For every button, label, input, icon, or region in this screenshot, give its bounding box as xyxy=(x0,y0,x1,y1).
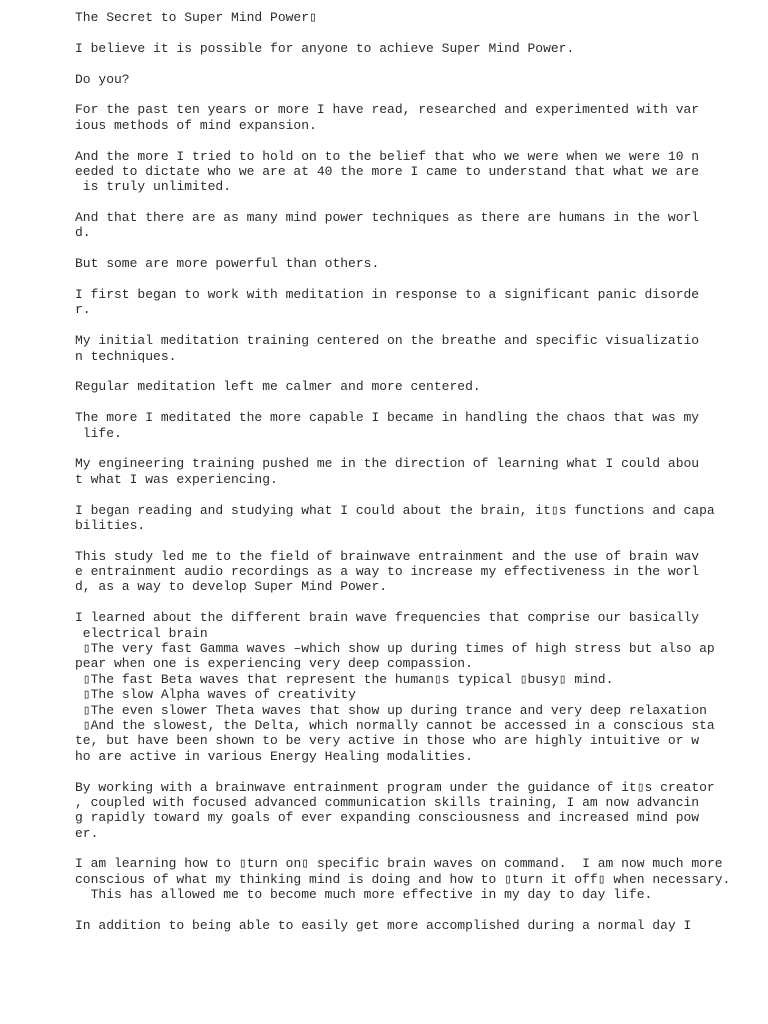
text-line: ious methods of mind expansion. xyxy=(75,117,317,133)
text-line: My initial meditation training centered on the breathe and specific visualizatio xyxy=(75,333,700,349)
text-line: electrical brain xyxy=(75,625,208,641)
paragraph xyxy=(75,102,755,133)
text-line: ▯The even slower Theta waves that show up during trance and very deep relaxation xyxy=(75,702,707,718)
document-page xyxy=(75,10,755,949)
text-line: life. xyxy=(75,425,122,441)
text-line: This has allowed me to become much more effective in my day to day life. xyxy=(75,887,653,903)
paragraph xyxy=(75,610,755,764)
text-line: e entrainment audio recordings as a way to increase my effectiveness in the worl xyxy=(75,564,700,580)
text-line: By working with a brainwave entrainment program under the guidance of it▯s creator xyxy=(75,779,715,795)
document-title xyxy=(75,10,755,25)
text-line: I first began to work with meditation in response to a significant panic disorde xyxy=(75,287,700,303)
paragraph xyxy=(75,210,755,241)
text-line: ▯The fast Beta waves that represent the human▯s typical ▯busy▯ mind. xyxy=(75,671,614,687)
paragraph xyxy=(75,456,755,487)
text-line: bilities. xyxy=(75,517,146,533)
text-line: d. xyxy=(75,225,91,241)
paragraph xyxy=(75,549,755,595)
paragraph xyxy=(75,72,755,87)
paragraph xyxy=(75,149,755,195)
text-line: For the past ten years or more I have read, researched and experimented with var xyxy=(75,102,700,118)
paragraph xyxy=(75,379,755,394)
text-line: ▯And the slowest, the Delta, which normally cannot be accessed in a conscious sta xyxy=(75,717,715,733)
text-line: er. xyxy=(75,825,99,841)
text-line: My engineering training pushed me in the direction of learning what I could abou xyxy=(75,456,700,472)
text-line: Regular meditation left me calmer and more centered. xyxy=(75,379,481,395)
text-line: eeded to dictate who we are at 40 the more I came to understand that what we are xyxy=(75,163,700,179)
text-line: d, as a way to develop Super Mind Power. xyxy=(75,579,388,595)
text-line: I learned about the different brain wave frequencies that comprise our basically xyxy=(75,610,700,626)
text-line: , coupled with focused advanced communication skills training, I am now advancin xyxy=(75,794,700,810)
text-line: I am learning how to ▯turn on▯ specific brain waves on command. I am now much more xyxy=(75,856,723,872)
text-line: t what I was experiencing. xyxy=(75,471,278,487)
text-line: r. xyxy=(75,302,91,318)
text-line: ▯The slow Alpha waves of creativity xyxy=(75,687,356,703)
text-line: conscious of what my thinking mind is doing and how to ▯turn it off▯ when necessary. xyxy=(75,871,731,887)
paragraph xyxy=(75,503,755,534)
paragraph xyxy=(75,918,755,933)
paragraph xyxy=(75,333,755,364)
text-line: n techniques. xyxy=(75,348,177,364)
text-line: is truly unlimited. xyxy=(75,179,232,195)
text-line: g rapidly toward my goals of ever expanding consciousness and increased mind pow xyxy=(75,810,700,826)
text-line: The more I meditated the more capable I became in handling the chaos that was my xyxy=(75,410,700,426)
text-line: And the more I tried to hold on to the belief that who we were when we were 10 n xyxy=(75,148,700,164)
text-line: pear when one is experiencing very deep compassion. xyxy=(75,656,473,672)
text-line: te, but have been shown to be very active in those who are highly intuitive or w xyxy=(75,733,700,749)
text-line: Do you? xyxy=(75,71,130,87)
text-line: ho are active in various Energy Healing modalities. xyxy=(75,748,473,764)
text-line: I began reading and studying what I could about the brain, it▯s functions and capa xyxy=(75,502,715,518)
text-line: And that there are as many mind power techniques as there are humans in the worl xyxy=(75,210,700,226)
paragraph xyxy=(75,410,755,441)
paragraph xyxy=(75,780,755,842)
paragraph xyxy=(75,287,755,318)
paragraph xyxy=(75,856,755,902)
text-line: In addition to being able to easily get more accomplished during a normal day I xyxy=(75,918,692,934)
paragraph xyxy=(75,256,755,271)
text-line: I believe it is possible for anyone to achieve Super Mind Power. xyxy=(75,40,575,56)
text-line: ▯The very fast Gamma waves –which show up during times of high stress but also ap xyxy=(75,641,715,657)
text-line: The Secret to Super Mind Power▯ xyxy=(75,10,317,25)
text-line: This study led me to the field of brainwave entrainment and the use of brain wav xyxy=(75,548,700,564)
paragraph xyxy=(75,41,755,56)
text-line: But some are more powerful than others. xyxy=(75,256,380,272)
